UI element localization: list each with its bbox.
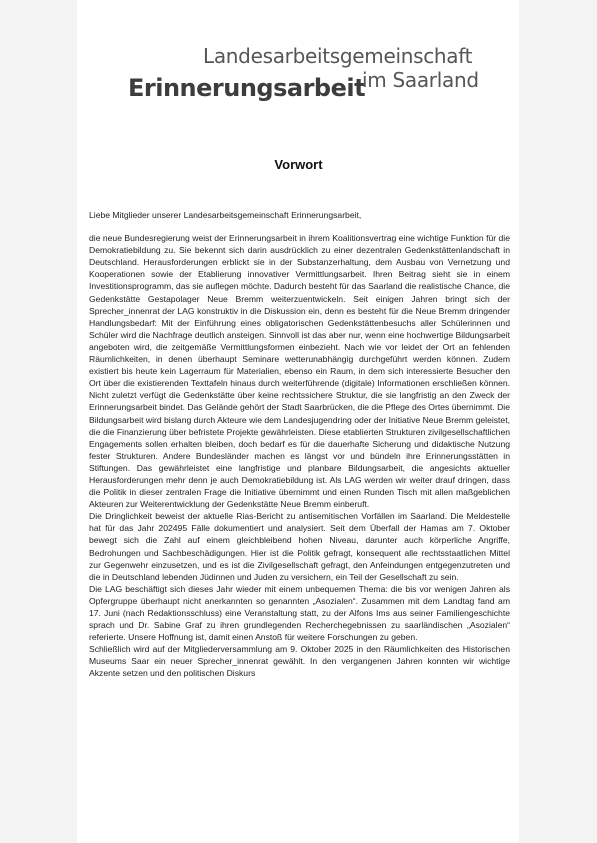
page-title: Vorwort	[274, 157, 323, 172]
logo-text-line3: im Saarland	[362, 68, 479, 92]
logo	[128, 44, 488, 114]
logo-text-line1: Landesarbeitsgemeinschaft	[203, 44, 473, 68]
paragraph-3: Die LAG beschäftigt sich dieses Jahr wieder mit einem unbequemen Thema: die bis vor wenigen Jahren als Opfergruppe überhaupt nicht anerkannten so genannten „Asozialen“. Zusammen mit dem Landtag fand am 17. Juni (nach Redaktionsschluss) eine Veranstaltung statt, zu der Alfons Ims aus seiner Familiengeschichte sprach und Dr. Sabine Graf zu ihren grundlegenden Recherchegebnissen zu saarländischen „Asozialen“ referierte. Unsere Hoffnung ist, damit einen Anstoß für weitere Forschungen zu geben.	[89, 583, 510, 643]
paragraph-4: Schließlich wird auf der Mitgliederversammlung am 9. Oktober 2025 in den Räumlichkeiten des Historischen Museums Saar ein neuer Sprecher_innenrat gewählt. In den vergangenen Jahren konnten wir wichtige Akzente setzen und den politischen Diskurs	[89, 644, 510, 679]
paragraph-2: Die Dringlichkeit beweist der aktuelle Rias-Bericht zu antisemitischen Vorfällen im Saarland. Die Meldestelle hat für das Jahr 202495 Fälle dokumentiert und analysiert. Seit dem Überfall der Hamas am 7. Oktober bewegt sich die Zahl auf einem gleichbleibend hohen Niveau, darunter auch körperliche Angriffe, Bedrohungen und Sachbeschädigungen. Hier ist die Politik gefragt, konsequent alle rechtsstaatlichen Mittel zur Gegenwehr einzusetzen, und es ist die Zivilgesellschaft gefragt, den Anfeindungen entgegenzutreten und die in Deutschland lebenden Jüdinnen und Juden zu versichern, ein Teil der Gesellschaft zu sein.	[89, 511, 510, 582]
logo-text-line2: Erinnerungsarbeit	[128, 74, 366, 102]
paragraph-1: die neue Bundesregierung weist der Erinnerungsarbeit in ihrem Koalitionsvertrag eine wichtige Funktion für die Demokratiebildung zu. Sie bekennt sich darin ausdrücklich zu einer dezentralen Gedenkstättenlandschaft in Deutschland. Herausforderungen erblickt sie in der Substanzerhaltung, dem Ausbau von Vernetzung und Kooperationen sowie der Etablierung innovativer Vermittlungsarbeit. Ihren Beitrag sieht sie in einem Investitionsprogramm, das sie auflegen möchte. Dadurch besteht für das Saarland die realistische Chance, die Gedenkstätte Gestapolager Neue Bremm weiterzuentwickeln. Seit einigen Jahren bringt sich der Sprecher_innenrat der LAG konstruktiv in die Diskussion ein, denn es besteht für die Neue Bremm dringender Handlungsbedarf: Mit der Einführung eines obligatorischen Gedenkstättenbesuchs aller Schülerinnen und Schüler wird die Nachfrage deutlich ansteigen. Sinnvoll ist das aber nur, wenn eine hochwertige Bildungsarbeit angeboten wird, die zeitgemäße Vermittlungsformen einbezieht. Nach wie vor leidet der Ort an fehlenden Räumlichkeiten, in denen überhaupt Seminare wetterunabhängig durchgeführt werden können. Zudem existiert bis heute kein Lagerraum für Materialien, ebenso ein Raum, in dem sich interessierte Besucher den Ort über die existierenden Texttafeln hinaus durch weiterführende (digitale) Informationen erschließen können. Nicht zuletzt verfügt die Gedenkstätte über keine rechtssichere Struktur, die sie langfristig an den Zweck der Erinnerungsarbeit bindet. Das Gelände gehört der Stadt Saarbrücken, die die Pflege des Ortes übernimmt. Die Bildungsarbeit wird bislang durch Akteure wie dem Landesjugendring oder der Initiative Neue Bremm geleistet, die die Finanzierung über befristete Projekte gewährleisten. Diese etablierten Strukturen zivilgesellschaftlichen Engagements sollen erhalten bleiben, doch bedarf es für die dauerhafte Sicherung und didaktische Nutzung fester Strukturen. Andere Bundesländer machen es längst vor und bündeln ihre Erinnerungsstätten in Stiftungen. Das gewährleistet eine langfristige und planbare Bildungsarbeit, die angesichts aktueller Herausforderungen mehr denn je auch Demokratiebildung ist. Als LAG werden wir weiter drauf dringen, dass die Politik in dieser zentralen Frage die Initiative übernimmt und einen Runden Tisch mit allen maßgeblichen Akteuren zur Weiterentwicklung der Gedenkstätte Neue Bremm einberuft.	[89, 233, 510, 510]
body-text	[89, 209, 510, 680]
greeting: Liebe Mitglieder unserer Landesarbeitsgemeinschaft Erinnerungsarbeit,	[89, 210, 362, 220]
